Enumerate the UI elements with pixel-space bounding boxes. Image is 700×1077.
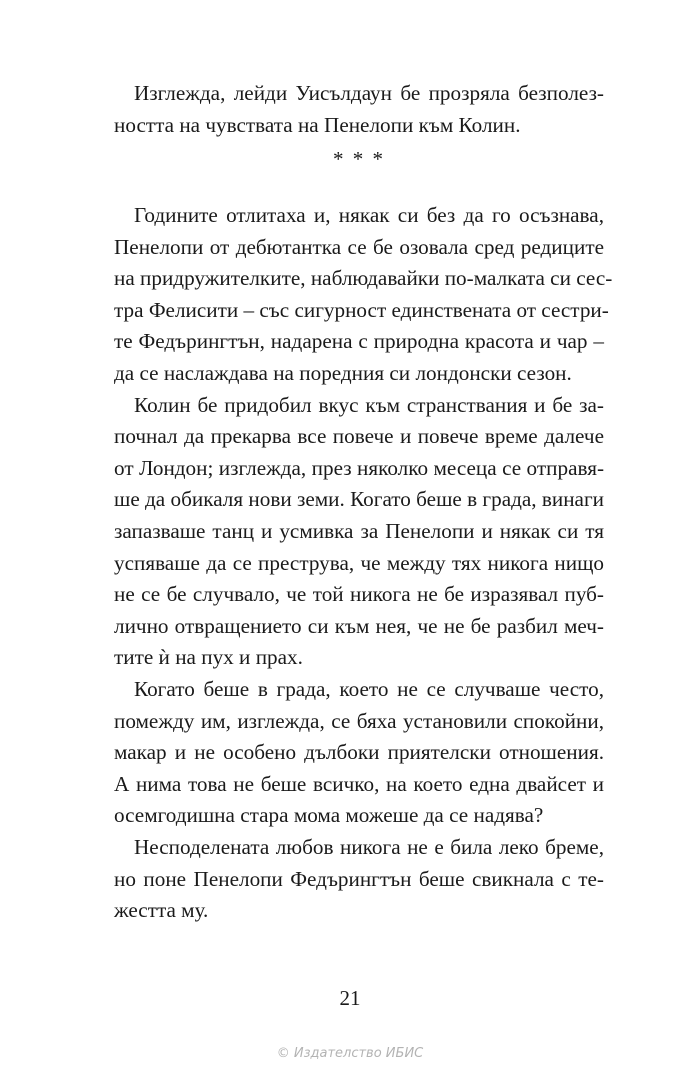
text-line: да се наслаждава на поредния си лондонски сезон. bbox=[114, 360, 572, 385]
text-line: жестта му. bbox=[114, 898, 209, 923]
text-line: осемгодишна стара мома можеше да се надява? bbox=[114, 803, 544, 828]
text-line: запазваше танц и усмивка за Пенелопи и някак си тя bbox=[114, 518, 604, 543]
text-line: но поне Пенелопи Федърингтън беше свикнала с те- bbox=[114, 866, 604, 891]
text-line: тите ѝ на пух и прах. bbox=[114, 645, 303, 670]
section-separator: * * * bbox=[333, 147, 385, 171]
paragraph-4 bbox=[114, 674, 604, 832]
text-line: Колин бе придобил вкус към странствания и бе за- bbox=[134, 392, 604, 417]
text-line: почнал да прекарва все повече и повече време далече bbox=[114, 424, 604, 449]
text-line: Когато беше в града, което не се случваше често, bbox=[134, 677, 604, 701]
text-line: Годините отлитаха и, някак си без да го осъзнава, bbox=[134, 203, 604, 227]
publisher-footer: © Издателство ИБИС bbox=[276, 1046, 424, 1061]
text-line: успяваше да се преструва, че между тях никога нищо bbox=[114, 550, 604, 575]
text-line: А нима това не беше всичко, на което една двайсет и bbox=[114, 771, 604, 796]
text-line: Несподелената любов никога не е била леко бреме, bbox=[134, 835, 604, 859]
text-line: не се бе случвало, че той никога не бе изразявал пуб- bbox=[114, 582, 604, 607]
text-line: макар и не особено дълбоки приятелски отношения. bbox=[114, 740, 604, 765]
paragraph-1 bbox=[114, 78, 604, 141]
text-line: Пенелопи от дебютантка се бе озовала сред редиците bbox=[114, 234, 604, 259]
text-line: на придружителките, наблюдавайки по-малката си сес- bbox=[114, 266, 613, 291]
text-line: тра Фелисити – със сигурност единствената от сестри- bbox=[114, 297, 609, 322]
page-number: 21 bbox=[339, 986, 361, 1010]
text-line: от Лондон; изглежда, през няколко месеца се отправя- bbox=[114, 455, 604, 480]
text-line: те Федърингтън, надарена с природна красота и чар – bbox=[114, 329, 604, 354]
paragraph-5 bbox=[114, 832, 604, 927]
text-line: Изглежда, лейди Уисълдаун бе прозряла безполез- bbox=[134, 81, 604, 105]
text-line: помежду им, изглежда, се бяха установили спокойни, bbox=[114, 708, 604, 733]
paragraph-3 bbox=[114, 390, 604, 674]
text-line: ше да обикаля нови земи. Когато беше в града, винаги bbox=[114, 487, 604, 512]
text-line: лично отвращението си към нея, че не бе разбил меч- bbox=[114, 613, 604, 638]
paragraph-2 bbox=[114, 200, 613, 390]
text-line: ността на чувствата на Пенелопи към Колин. bbox=[114, 112, 521, 137]
